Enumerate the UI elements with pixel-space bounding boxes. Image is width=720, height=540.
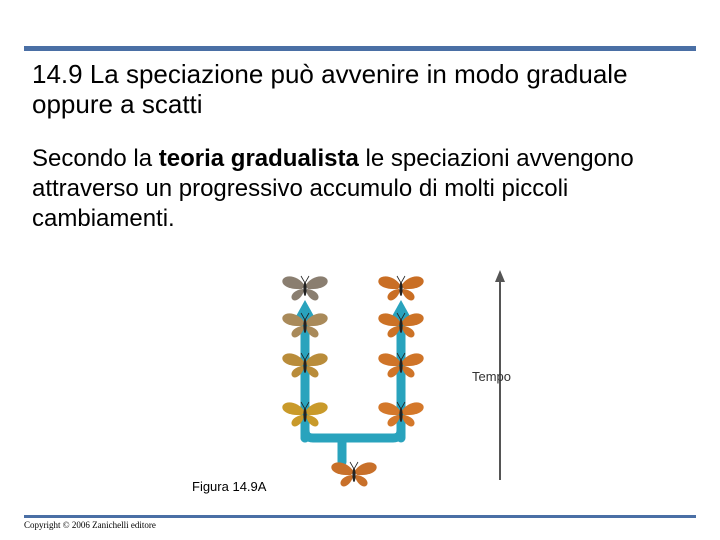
butterfly-ancestor xyxy=(331,462,376,486)
copyright-notice: Copyright © 2006 Zanichelli editore xyxy=(24,520,156,530)
slide-title: 14.9 La speciazione può avvenire in modo graduale oppure a scatti xyxy=(32,59,628,119)
lineage-branches xyxy=(305,314,401,462)
branch-left-arrowhead xyxy=(295,300,315,318)
body-prefix: Secondo la xyxy=(32,145,159,172)
branch-fork xyxy=(305,430,401,438)
body-suffix: le speciazioni avvengono attraverso un progressivo accumulo di molti piccoli cambiamenti. xyxy=(32,145,634,232)
top-divider xyxy=(24,46,696,51)
figure-caption: Figura 14.9A xyxy=(192,479,267,494)
bottom-divider xyxy=(24,515,696,518)
body-emphasis: teoria gradualista xyxy=(158,145,359,172)
time-axis-label: Tempo xyxy=(472,369,512,384)
slide-body-text xyxy=(32,144,702,234)
butterfly-right-4 xyxy=(378,276,423,300)
butterfly-left-4 xyxy=(282,276,327,300)
time-axis-arrowhead xyxy=(495,270,505,282)
branch-right-arrowhead xyxy=(391,300,411,318)
